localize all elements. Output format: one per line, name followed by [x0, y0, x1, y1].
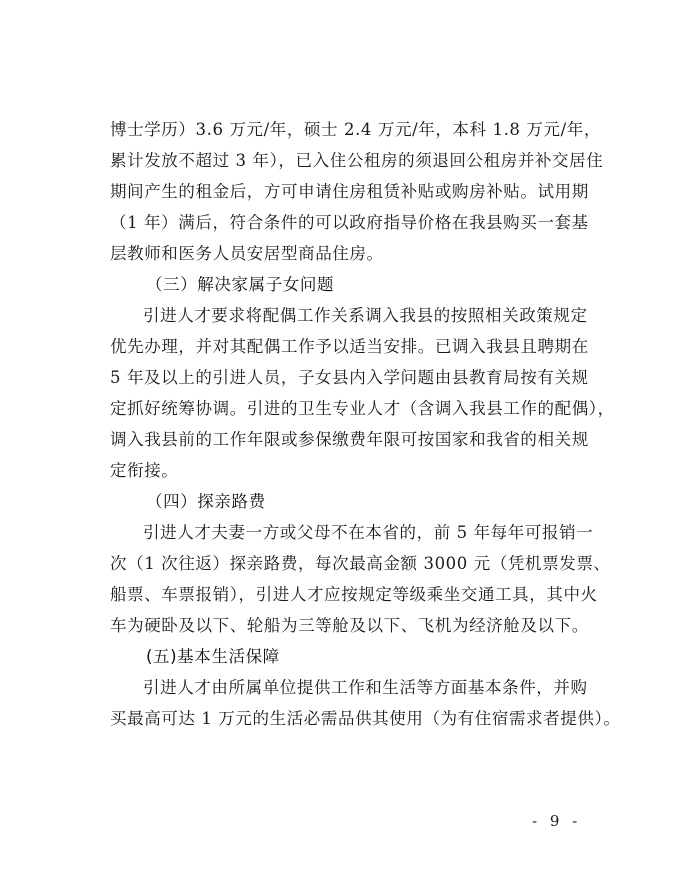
body-line-1: 博士学历）3.6 万元/年，硕士 2.4 万元/年，本科 1.8 万元/年，	[110, 120, 601, 139]
section-heading-travel: （四）探亲路费	[146, 492, 266, 511]
page-number: - 9 -	[532, 812, 582, 830]
body-line-4: （1 年）满后，符合条件的可以政府指导价格在我县购买一套基	[110, 213, 589, 232]
body-line-6: 引进人才要求将配偶工作关系调入我县的按照相关政策规定	[143, 306, 588, 325]
body-line-9: 定抓好统筹协调。引进的卫生专业人才（含调入我县工作的配偶），	[110, 399, 615, 418]
section-heading-family: （三）解决家属子女问题	[146, 275, 335, 294]
body-line-16: 引进人才由所属单位提供工作和生活等方面基本条件，并购	[143, 678, 588, 697]
body-line-17: 买最高可达 1 万元的生活必需品供其使用（为有住宿需求者提供）。	[110, 709, 621, 728]
body-line-11: 定衔接。	[110, 461, 179, 480]
body-line-14: 船票、车票报销），引进人才应按规定等级乘坐交通工具，其中火	[110, 585, 598, 604]
section-heading-living: (五)基本生活保障	[146, 647, 280, 666]
body-line-12: 引进人才夫妻一方或父母不在本省的，前 5 年每年可报销一	[143, 523, 594, 542]
body-line-2: 累计发放不超过 3 年），已入住公租房的须退回公租房并补交居住	[110, 151, 604, 170]
body-line-7: 优先办理，并对其配偶工作予以适当安排。已调入我县且聘期在	[110, 337, 589, 356]
body-line-3: 期间产生的租金后，方可申请住房租赁补贴或购房补贴。试用期	[110, 182, 589, 201]
body-line-8: 5 年及以上的引进人员，子女县内入学问题由县教育局按有关规	[110, 368, 589, 387]
body-line-10: 调入我县前的工作年限或参保缴费年限可按国家和我省的相关规	[110, 430, 589, 449]
body-line-13: 次（1 次往返）探亲路费，每次最高金额 3000 元（凭机票发票、	[110, 554, 611, 573]
body-line-5: 层教师和医务人员安居型商品住房。	[110, 244, 384, 263]
body-line-15: 车为硬卧及以下、轮船为三等舱及以下、飞机为经济舱及以下。	[110, 616, 589, 635]
